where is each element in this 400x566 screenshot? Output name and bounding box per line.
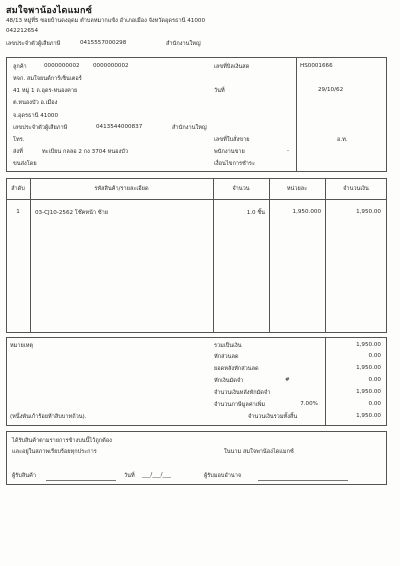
receive-date-label: วันที่: [124, 473, 135, 479]
table-header-amount: จำนวนเงิน: [343, 186, 369, 192]
row-amount: 1,950.00: [356, 209, 381, 215]
total-value-vat: 0.00: [368, 401, 381, 407]
customer-code: 0000000002: [44, 63, 80, 69]
doc-date-label: วันที่: [214, 88, 225, 94]
customer-tax-id-label: เลขประจำตัวผู้เสียภาษี: [13, 125, 68, 131]
customer-box-divider: [296, 57, 297, 172]
customer-phone-label: โทร.: [13, 137, 25, 143]
row-quantity: 1.0 ชิ้น: [246, 210, 265, 216]
salesperson-label: พนักงานขาย: [214, 149, 245, 155]
row-no: 1: [16, 209, 20, 215]
total-label-subtotal: รวมเป็นเงิน: [214, 343, 242, 349]
table-col-divider: [325, 178, 326, 333]
total-vat-rate: 7.00%: [300, 401, 318, 407]
total-value-after-discount: 1,950.00: [356, 365, 381, 371]
remark-label: หมายเหตุ: [10, 343, 34, 349]
total-value-grand: 1,950.00: [356, 413, 381, 419]
customer-address-3: จ.อุดรธานี 41000: [13, 113, 59, 119]
company-tax-id: 0415557000298: [80, 40, 127, 46]
doc-ref-suffix: อ.ท.: [337, 137, 348, 143]
total-label-deposit: หักเงินมัดจำ: [214, 378, 244, 384]
total-label-discount: หักส่วนลด: [214, 354, 239, 360]
table-header-unit-price: หน่วยละ: [286, 186, 308, 192]
table-col-divider: [30, 178, 31, 333]
receiver-signature-line: [46, 480, 116, 481]
customer-address-1: 41 หมู่ 1 ถ.อุดร-หนองคาย: [13, 88, 78, 94]
customer-address-2: ต.หนองบัว อ.เมือง: [13, 100, 58, 106]
authorized-signature-line: [258, 480, 348, 481]
customer-name: หจก. สมใจยนต์การ์เซ็นเตอร์: [13, 76, 82, 82]
receive-date-blank: ___/___/___: [142, 472, 171, 478]
total-value-after-deposit: 1,950.00: [356, 389, 381, 395]
customer-code-2: 0000000002: [93, 63, 129, 69]
total-deposit-mark: #: [285, 377, 290, 383]
table-header-divider: [6, 199, 387, 200]
total-label-after-discount: ยอดหลังหักส่วนลด: [214, 366, 259, 372]
table-header-quantity: จำนวน: [232, 186, 250, 192]
customer-tax-id: 0413544000837: [96, 124, 143, 130]
customer-branch: สำนักงานใหญ่: [172, 125, 207, 131]
company-phone: 042212654: [6, 28, 39, 34]
table-header-no: ลำดับ: [11, 186, 25, 192]
ship-by-label: ขนส่งโดย: [13, 161, 37, 167]
table-header-description: รหัสสินค้า/รายละเอียด: [94, 186, 149, 192]
company-branch: สำนักงานใหญ่: [166, 41, 201, 47]
doc-date: 29/10/62: [318, 87, 344, 93]
total-value-discount: 0.00: [368, 353, 381, 359]
items-table: [6, 178, 387, 333]
table-col-divider: [213, 178, 214, 333]
doc-ref-label: เลขที่ใบสั่งขาย: [214, 137, 250, 143]
company-sign-label: ในนาม สมใจพาน้องไดแมกซ์: [224, 449, 294, 455]
company-name: สมใจพาน้องไดแมกซ์: [6, 6, 93, 16]
table-col-divider: [269, 178, 270, 333]
total-label-grand: จำนวนเงินรวมทั้งสิ้น: [248, 414, 298, 420]
doc-no: HS0001666: [300, 63, 333, 69]
total-value-subtotal: 1,950.00: [356, 342, 381, 348]
receipt-note-1: ได้รับสินค้าตามรายการข้างบนนี้ไว้ถูกต้อง: [12, 438, 112, 444]
total-label-after-deposit: จำนวนเงินหลังหักมัดจำ: [214, 390, 271, 396]
total-value-deposit: 0.00: [368, 377, 381, 383]
doc-no-label: เลขที่บิลเงินสด: [214, 64, 250, 70]
salesperson-value: -: [287, 148, 290, 154]
amount-in-words: (หนึ่งพันเก้าร้อยห้าสิบบาทถ้วน).: [10, 414, 87, 420]
company-tax-id-label: เลขประจำตัวผู้เสียภาษี: [6, 41, 61, 47]
ship-to-label: ส่งที่: [13, 149, 23, 155]
authorized-label: ผู้รับมอบอำนาจ: [204, 473, 242, 479]
receipt-note-2: และอยู่ในสภาพเรียบร้อยทุกประการ: [12, 449, 97, 455]
customer-code-label: ลูกค้า: [13, 64, 27, 70]
ship-to-value: ทะเบียน กลลอ 2 กง 3704 หนองบัว: [42, 149, 128, 155]
receiver-label: ผู้รับสินค้า: [12, 473, 36, 479]
row-description: 03-CJ10-2562 โช๊คหน้า ซ้าย: [35, 210, 109, 216]
total-label-vat: จำนวนภาษีมูลค่าเพิ่ม: [214, 402, 266, 408]
payment-terms-label: เงื่อนไขการชำระ: [214, 161, 255, 167]
company-address: 48/13 หมู่ที่5 ซอยบ้านดงอุดม ตำบลหมากแข้ง อำเภอเมือง จังหวัดอุดรธานี 41000: [6, 18, 206, 24]
row-unit-price: 1,950.000: [292, 209, 321, 215]
